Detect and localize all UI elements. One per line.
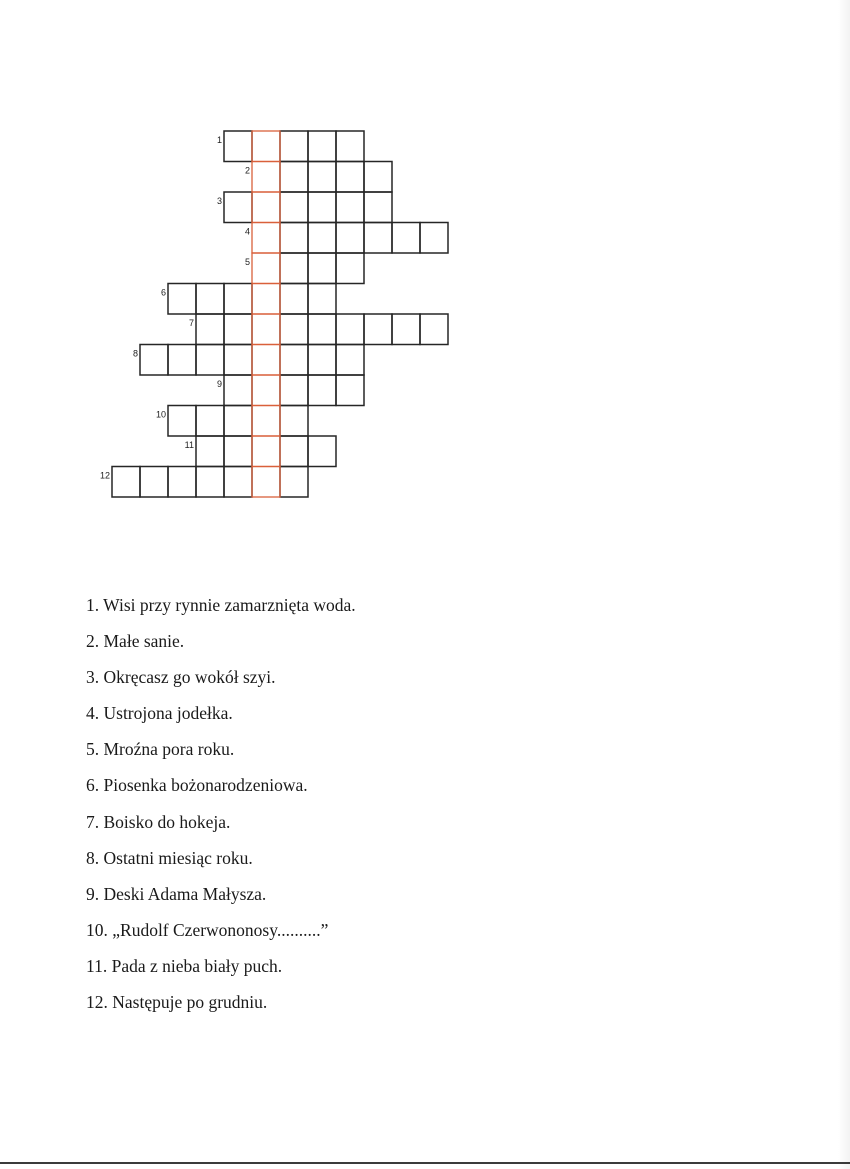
clue-10: 10. „Rudolf Czerwononosy..........” — [86, 919, 329, 940]
grid-cell[interactable] — [308, 253, 336, 284]
grid-cell[interactable] — [336, 253, 364, 284]
clue-1: 1. Wisi przy rynnie zamarznięta woda. — [86, 595, 356, 615]
row-number: 9 — [216, 379, 222, 389]
solution-cell[interactable] — [252, 375, 280, 406]
grid-cell[interactable] — [224, 314, 252, 345]
clue-8: 8. Ostatni miesiąc roku. — [86, 847, 253, 868]
solution-cell[interactable] — [252, 162, 280, 193]
grid-cell[interactable] — [392, 314, 420, 345]
grid-cell[interactable] — [308, 162, 336, 193]
row-number: 12 — [99, 470, 110, 481]
grid-cell[interactable] — [308, 131, 336, 162]
grid-cell[interactable] — [280, 223, 308, 254]
grid-cell[interactable] — [196, 345, 224, 376]
grid-cell[interactable] — [364, 223, 392, 254]
solution-cell[interactable] — [252, 253, 280, 284]
row-number: 7 — [188, 318, 194, 328]
grid-cell[interactable] — [336, 223, 364, 254]
clue-4: 4. Ustrojona jodełka. — [86, 703, 233, 724]
grid-cell[interactable] — [364, 192, 392, 223]
grid-cell[interactable] — [308, 223, 336, 254]
row-number: 11 — [184, 440, 194, 450]
solution-cell[interactable] — [252, 223, 280, 254]
grid-cell[interactable] — [224, 284, 252, 315]
grid-cell[interactable] — [308, 375, 336, 406]
grid-cell[interactable] — [112, 467, 140, 498]
row-number: 3 — [216, 196, 222, 206]
grid-cell[interactable] — [308, 284, 336, 315]
grid-cell[interactable] — [308, 192, 336, 223]
clue-3: 3. Okręcasz go wokół szyi. — [86, 667, 276, 688]
grid-cell[interactable] — [392, 223, 420, 254]
grid-cell[interactable] — [308, 314, 336, 345]
grid-cell[interactable] — [280, 345, 308, 376]
row-number: 2 — [244, 165, 250, 176]
grid-cell[interactable] — [280, 436, 308, 467]
grid-cell[interactable] — [196, 467, 224, 498]
grid-cell[interactable] — [280, 162, 308, 193]
page-bottom-rule — [0, 1162, 850, 1164]
row-number: 10 — [155, 409, 166, 420]
grid-cell[interactable] — [336, 314, 364, 345]
grid-cell[interactable] — [196, 284, 224, 315]
crossword-grid — [0, 0, 850, 520]
clue-11: 11. Pada z nieba biały puch. — [86, 955, 283, 976]
grid-cell[interactable] — [308, 345, 336, 376]
solution-cell[interactable] — [252, 467, 280, 498]
grid-cell[interactable] — [280, 253, 308, 284]
grid-cell[interactable] — [420, 223, 448, 254]
grid-cell[interactable] — [280, 467, 308, 498]
clue-list — [86, 593, 356, 1026]
grid-cell[interactable] — [280, 192, 308, 223]
grid-cell[interactable] — [308, 436, 336, 467]
grid-cell[interactable] — [280, 284, 308, 315]
grid-cell[interactable] — [280, 406, 308, 437]
grid-cell[interactable] — [196, 406, 224, 437]
row-number: 5 — [244, 257, 250, 267]
grid-cell[interactable] — [224, 467, 252, 498]
grid-cell[interactable] — [224, 375, 252, 406]
grid-cell[interactable] — [364, 162, 392, 193]
grid-cell[interactable] — [140, 467, 168, 498]
grid-cell[interactable] — [280, 314, 308, 345]
grid-cell[interactable] — [336, 345, 364, 376]
grid-cell[interactable] — [280, 131, 308, 162]
grid-cell[interactable] — [420, 314, 448, 345]
solution-cell[interactable] — [252, 345, 280, 376]
grid-cell[interactable] — [168, 467, 196, 498]
grid-cell[interactable] — [224, 436, 252, 467]
grid-cell[interactable] — [168, 284, 196, 315]
grid-cell[interactable] — [140, 345, 168, 376]
grid-cell[interactable] — [336, 375, 364, 406]
grid-cell[interactable] — [224, 345, 252, 376]
solution-cell[interactable] — [252, 192, 280, 223]
clue-5: 5. Mroźna pora roku. — [86, 739, 235, 760]
grid-cell[interactable] — [168, 406, 196, 437]
row-number: 4 — [244, 226, 250, 237]
grid-cell[interactable] — [224, 131, 252, 162]
clue-7: 7. Boisko do hokeja. — [86, 811, 231, 832]
solution-cell[interactable] — [252, 284, 280, 315]
scan-edge-shadow — [838, 0, 850, 1169]
row-number: 8 — [132, 348, 138, 359]
solution-cell[interactable] — [252, 436, 280, 467]
grid-cell[interactable] — [336, 131, 364, 162]
crossword-area — [0, 0, 850, 520]
row-number: 6 — [160, 287, 166, 298]
solution-cell[interactable] — [252, 131, 280, 162]
grid-cell[interactable] — [168, 345, 196, 376]
clue-2: 2. Małe sanie. — [86, 631, 185, 652]
grid-cell[interactable] — [364, 314, 392, 345]
clue-6: 6. Piosenka bożonarodzeniowa. — [86, 775, 308, 796]
grid-cell[interactable] — [224, 192, 252, 223]
grid-cell[interactable] — [336, 192, 364, 223]
solution-cell[interactable] — [252, 314, 280, 345]
clue-9: 9. Deski Adama Małysza. — [86, 883, 267, 904]
grid-cell[interactable] — [280, 375, 308, 406]
row-number: 1 — [216, 135, 222, 145]
clue-12: 12. Następuje po grudniu. — [86, 992, 268, 1013]
grid-cell[interactable] — [224, 406, 252, 437]
grid-cell[interactable] — [336, 162, 364, 193]
grid-cell[interactable] — [196, 314, 224, 345]
grid-cell[interactable] — [196, 436, 224, 467]
solution-cell[interactable] — [252, 406, 280, 437]
